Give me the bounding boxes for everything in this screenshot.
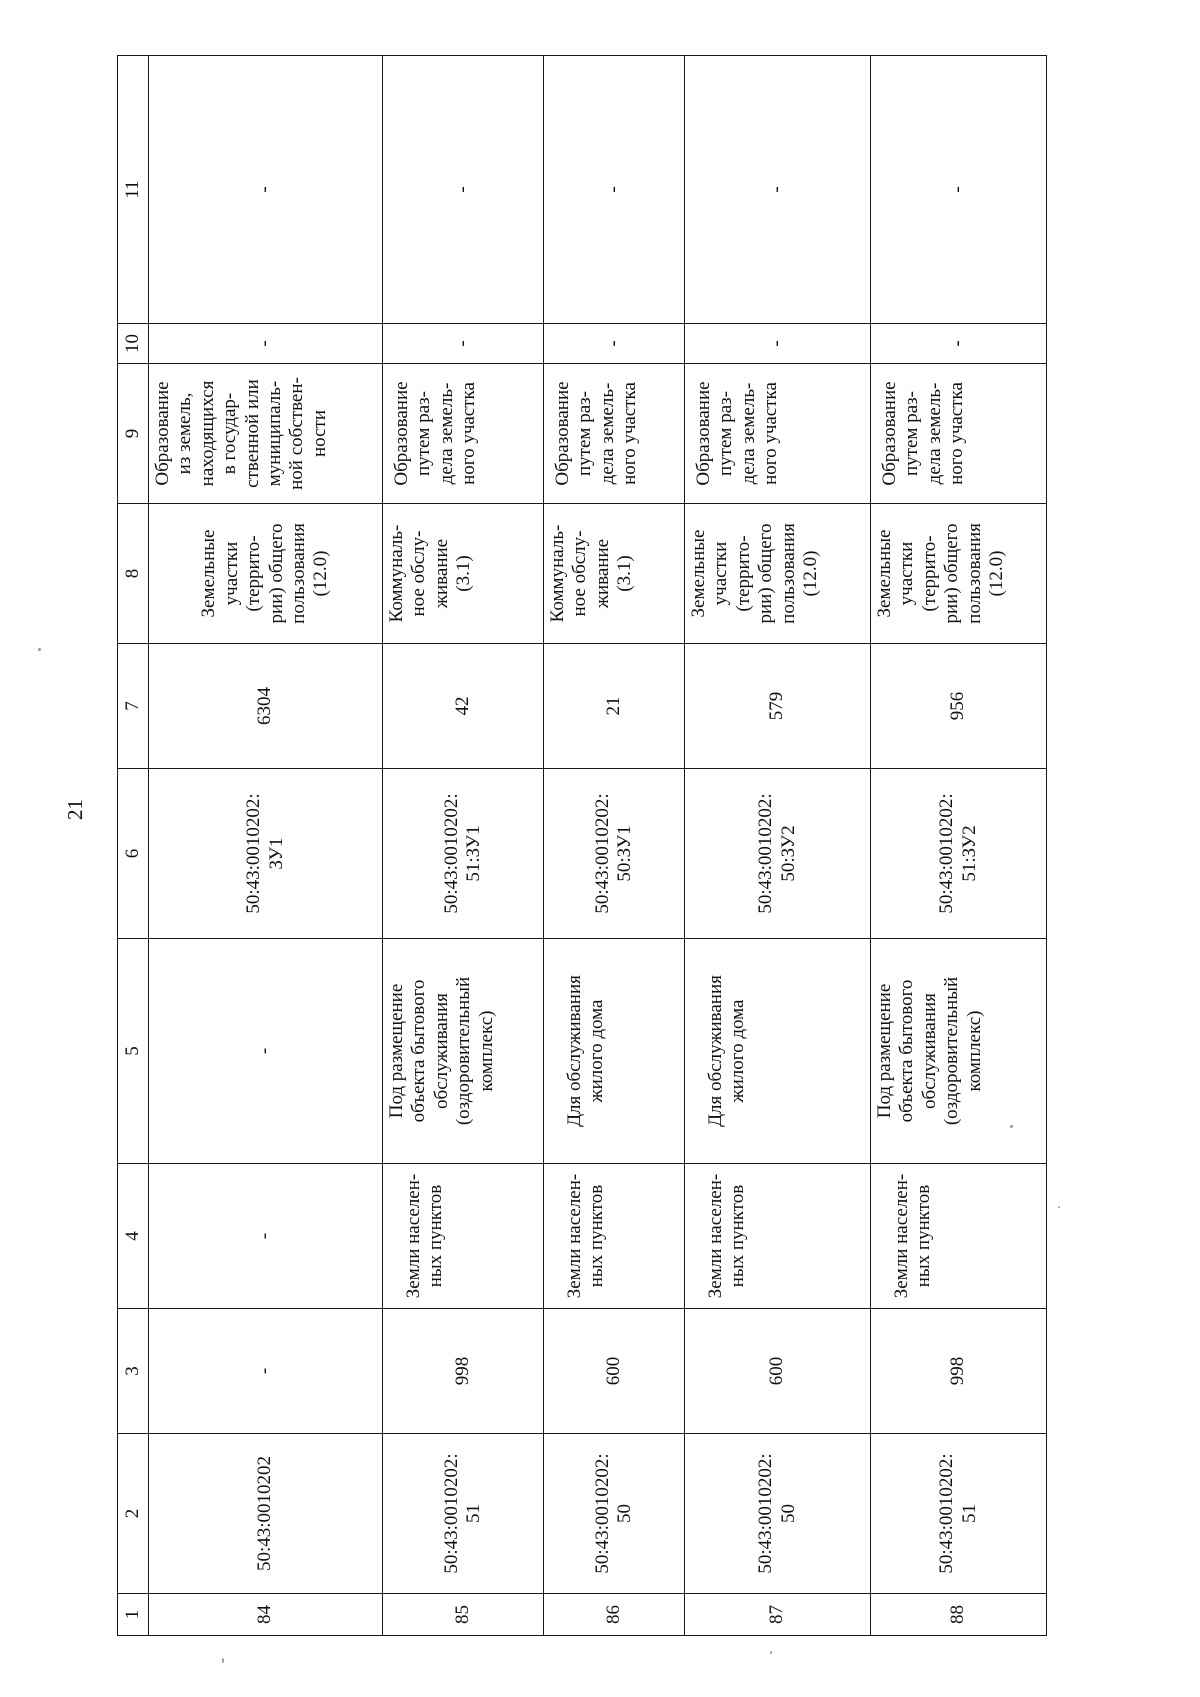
scan-speck: [222, 1658, 224, 1663]
formation-method: Образование путем раз- дела земель- ного участка: [685, 364, 871, 504]
scan-speck: [38, 648, 41, 651]
land-category: Земли населен- ных пунктов: [544, 1164, 685, 1309]
new-plot-area: 21: [544, 644, 685, 769]
use-type: Коммуналь- ное обслу- живание (3.1): [544, 504, 685, 644]
use-type: Земельные участки (террито- рии) общего пользования (12.0): [871, 504, 1047, 644]
permitted-use: Для обслуживания жилого дома: [685, 939, 871, 1164]
formation-method: Образование из земель, находящихся в государ- ственной или муниципаль- ной собствен- ности: [149, 364, 383, 504]
land-category: -: [149, 1164, 383, 1309]
scan-speck: [1058, 1206, 1060, 1208]
row-number: 85: [383, 1594, 544, 1636]
scan-speck: [1010, 1125, 1013, 1128]
source-cadastral-number: 50:43:0010202: 50: [544, 1434, 685, 1594]
permitted-use: Под размещение объекта бытового обслуживания (оздоровительный комплекс): [871, 939, 1047, 1164]
land-plots-table-frame: [117, 56, 1008, 1636]
formation-method: Образование путем раз- дела земель- ного участка: [544, 364, 685, 504]
column-header: 10: [118, 324, 149, 364]
column-header: 5: [118, 939, 149, 1164]
table-row: [871, 56, 1047, 1636]
column-10-value: -: [685, 324, 871, 364]
new-plot-designation: 50:43:0010202: ЗУ1: [149, 769, 383, 939]
column-11-value: -: [685, 56, 871, 324]
source-area: -: [149, 1309, 383, 1434]
column-header: 8: [118, 504, 149, 644]
page-number: 21: [63, 799, 87, 820]
table-row: [544, 56, 685, 1636]
column-header: 2: [118, 1434, 149, 1594]
column-10-value: -: [871, 324, 1047, 364]
source-cadastral-number: 50:43:0010202: 51: [383, 1434, 544, 1594]
source-cadastral-number: 50:43:0010202: [149, 1434, 383, 1594]
row-number: 84: [149, 1594, 383, 1636]
land-category: Земли населен- ных пунктов: [871, 1164, 1047, 1309]
table-row: [685, 56, 871, 1636]
use-type: Земельные участки (террито- рии) общего пользования (12.0): [149, 504, 383, 644]
new-plot-area: 6304: [149, 644, 383, 769]
source-cadastral-number: 50:43:0010202: 51: [871, 1434, 1047, 1594]
new-plot-area: 42: [383, 644, 544, 769]
column-11-value: -: [544, 56, 685, 324]
new-plot-designation: 50:43:0010202: 51:ЗУ2: [871, 769, 1047, 939]
table-header-row: [118, 56, 149, 1636]
formation-method: Образование путем раз- дела земель- ного участка: [871, 364, 1047, 504]
use-type: Коммуналь- ное обслу- живание (3.1): [383, 504, 544, 644]
column-header: 7: [118, 644, 149, 769]
new-plot-designation: 50:43:0010202: 50:ЗУ1: [544, 769, 685, 939]
source-cadastral-number: 50:43:0010202: 50: [685, 1434, 871, 1594]
permitted-use: Для обслуживания жилого дома: [544, 939, 685, 1164]
row-number: 88: [871, 1594, 1047, 1636]
column-header: 9: [118, 364, 149, 504]
column-header: 6: [118, 769, 149, 939]
row-number: 87: [685, 1594, 871, 1636]
column-header: 1: [118, 1594, 149, 1636]
column-11-value: -: [383, 56, 544, 324]
source-area: 600: [685, 1309, 871, 1434]
column-10-value: -: [149, 324, 383, 364]
column-header: 4: [118, 1164, 149, 1309]
column-11-value: -: [871, 56, 1047, 324]
new-plot-designation: 50:43:0010202: 51:ЗУ1: [383, 769, 544, 939]
table-row: [149, 56, 383, 1636]
formation-method: Образование путем раз- дела земель- ного участка: [383, 364, 544, 504]
permitted-use: -: [149, 939, 383, 1164]
new-plot-area: 956: [871, 644, 1047, 769]
land-category: Земли населен- ных пунктов: [383, 1164, 544, 1309]
row-number: 86: [544, 1594, 685, 1636]
source-area: 600: [544, 1309, 685, 1434]
table-row: [383, 56, 544, 1636]
scan-speck: [770, 1651, 772, 1654]
column-11-value: -: [149, 56, 383, 324]
column-header: 3: [118, 1309, 149, 1434]
new-plot-area: 579: [685, 644, 871, 769]
source-area: 998: [383, 1309, 544, 1434]
permitted-use: Под размещение объекта бытового обслуживания (оздоровительный комплекс): [383, 939, 544, 1164]
column-10-value: -: [544, 324, 685, 364]
land-plots-table: [117, 55, 1047, 1636]
new-plot-designation: 50:43:0010202: 50:ЗУ2: [685, 769, 871, 939]
use-type: Земельные участки (террито- рии) общего пользования (12.0): [685, 504, 871, 644]
land-category: Земли населен- ных пунктов: [685, 1164, 871, 1309]
source-area: 998: [871, 1309, 1047, 1434]
column-10-value: -: [383, 324, 544, 364]
column-header: 11: [118, 56, 149, 324]
